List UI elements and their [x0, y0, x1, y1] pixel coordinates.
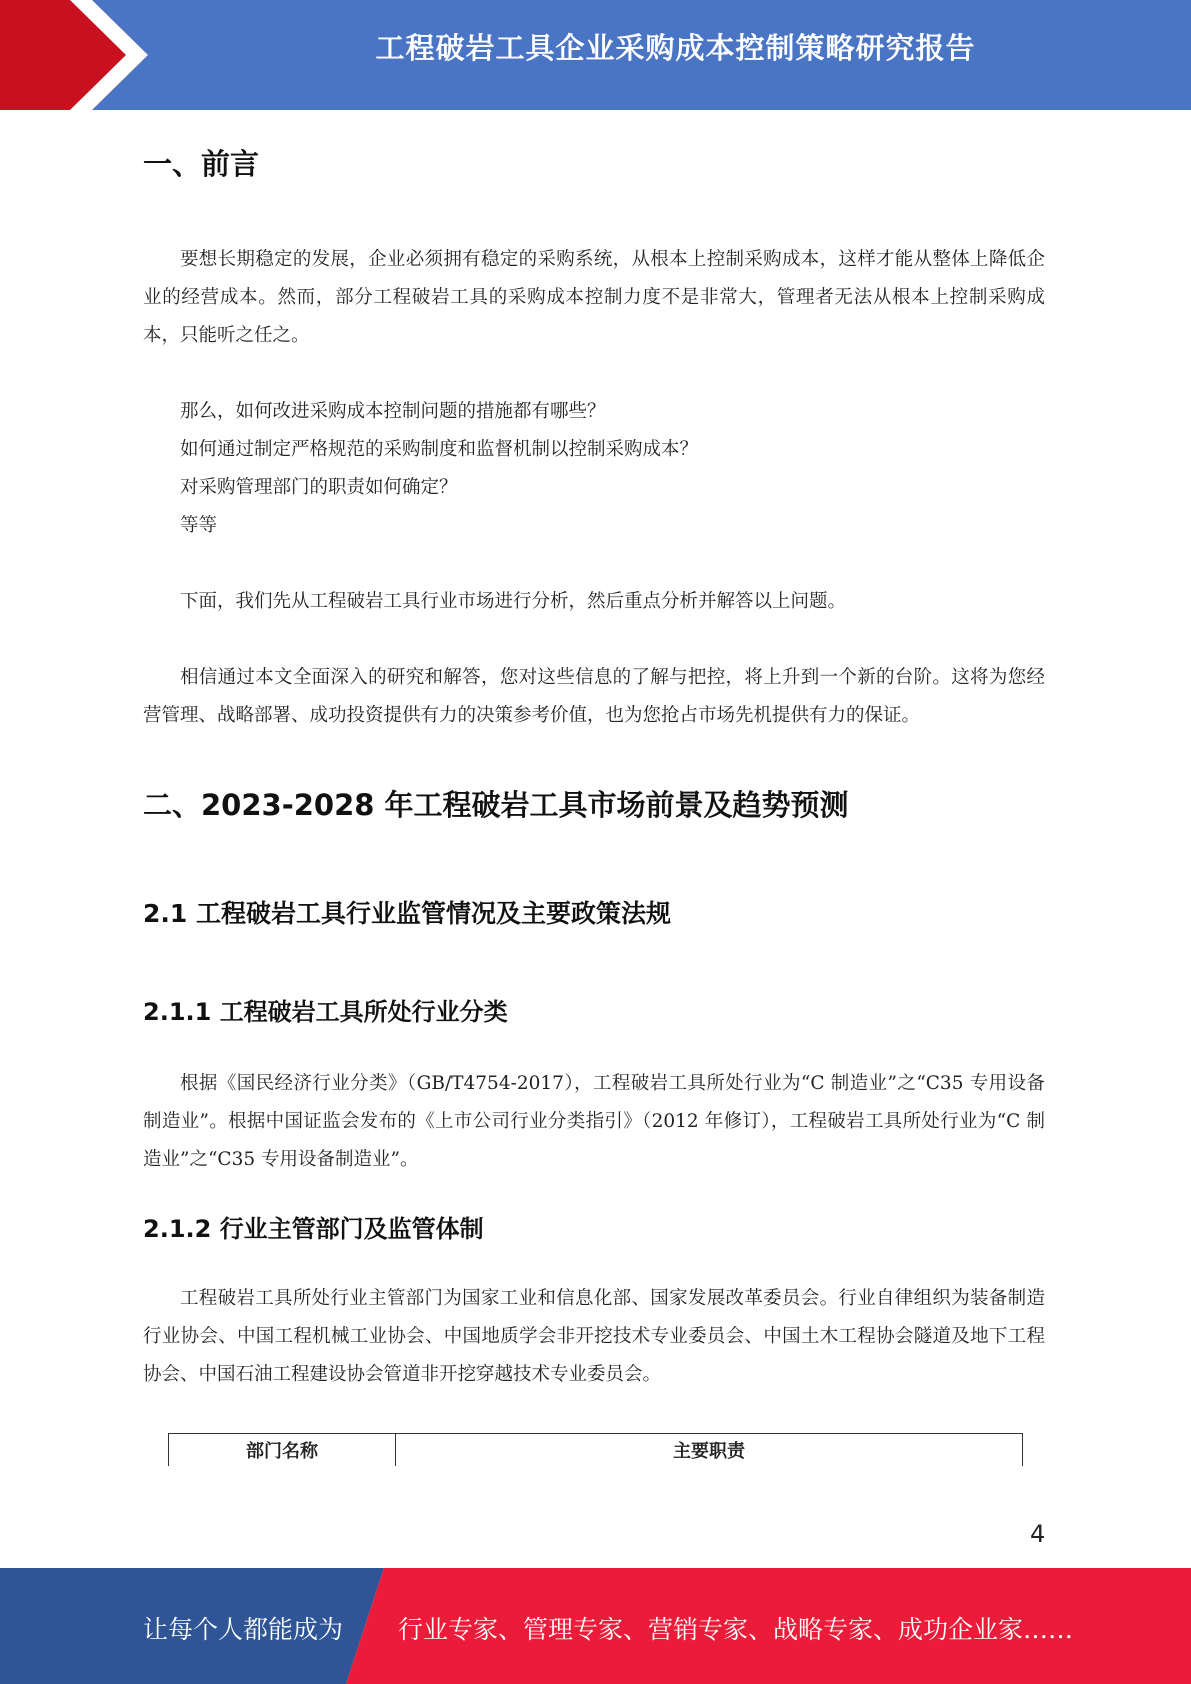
- preface-paragraph-3: 相信通过本文全面深入的研究和解答，您对这些信息的了解与把控，将上升到一个新的台阶。这将为您经营管理、战略部署、成功投资提供有力的决策参考价值，也为您抢占市场先机提供有力的保证。: [143, 667, 1045, 726]
- preface-paragraph-1: 要想长期稳定的发展，企业必须拥有稳定的采购系统，从根本上控制采购成本，这样才能从整体上降低企业的经营成本。然而，部分工程破岩工具的采购成本控制力度不是非常大，管理者无法从根本上控制采购成本，只能听之任之。: [143, 249, 1045, 346]
- section-2-1-1-title: 2.1.1 工程破岩工具所处行业分类: [143, 998, 508, 1026]
- footer-slogan-left: 让每个人都能成为: [143, 1615, 344, 1644]
- question-item: 等等: [180, 515, 218, 536]
- header-red-arrow: [0, 0, 148, 110]
- header-banner: [0, 0, 1191, 110]
- page-number: 4: [1030, 1520, 1046, 1548]
- document-body: [143, 130, 1045, 1394]
- question-item: 对采购管理部门的职责如何确定？: [180, 477, 458, 498]
- preface-paragraph-2: 下面，我们先从工程破岩工具行业市场进行分析，然后重点分析并解答以上问题。: [180, 591, 847, 612]
- section-2-1-title: 2.1 工程破岩工具行业监管情况及主要政策法规: [143, 899, 671, 928]
- question-item: 那么，如何改进采购成本控制问题的措施都有哪些？: [180, 401, 606, 422]
- question-item: 如何通过制定严格规范的采购制度和监督机制以控制采购成本？: [180, 439, 699, 460]
- department-duty-table: [168, 1433, 1023, 1466]
- table-header-row: [169, 1434, 1023, 1467]
- table-header-duty: 主要职责: [396, 1434, 1023, 1467]
- footer-banner: [0, 1568, 1191, 1684]
- table-header-department: 部门名称: [169, 1434, 396, 1467]
- section-2-1-2-title: 2.1.2 行业主管部门及监管体制: [143, 1215, 484, 1243]
- question-list: [143, 393, 1045, 545]
- document-title: 工程破岩工具企业采购成本控制策略研究报告: [375, 31, 976, 65]
- section-preface-title: 一、前言: [143, 147, 260, 181]
- section-2-1-2-paragraph: 工程破岩工具所处行业主管部门为国家工业和信息化部、国家发展改革委员会。行业自律组织为装备制造行业协会、中国工程机械工业协会、中国地质学会非开挖技术专业委员会、中国土木工程协会隧道及地下工程协会、中国石油工程建设协会管道非开挖穿越技术专业委员会。: [143, 1288, 1045, 1385]
- footer-slogan-right: 行业专家、管理专家、营销专家、战略专家、成功企业家……: [398, 1615, 1074, 1644]
- section-market-title: 二、2023-2028 年工程破岩工具市场前景及趋势预测: [143, 788, 849, 822]
- section-2-1-1-paragraph: 根据《国民经济行业分类》（GB/T4754-2017），工程破岩工具所处行业为“C 制造业”之“C35 专用设备制造业”。根据中国证监会发布的《上市公司行业分类指引》（2012 年修订），工程破岩工具所处行业为“C 制造业”之“C35 专用设备制造业”。: [143, 1073, 1045, 1170]
